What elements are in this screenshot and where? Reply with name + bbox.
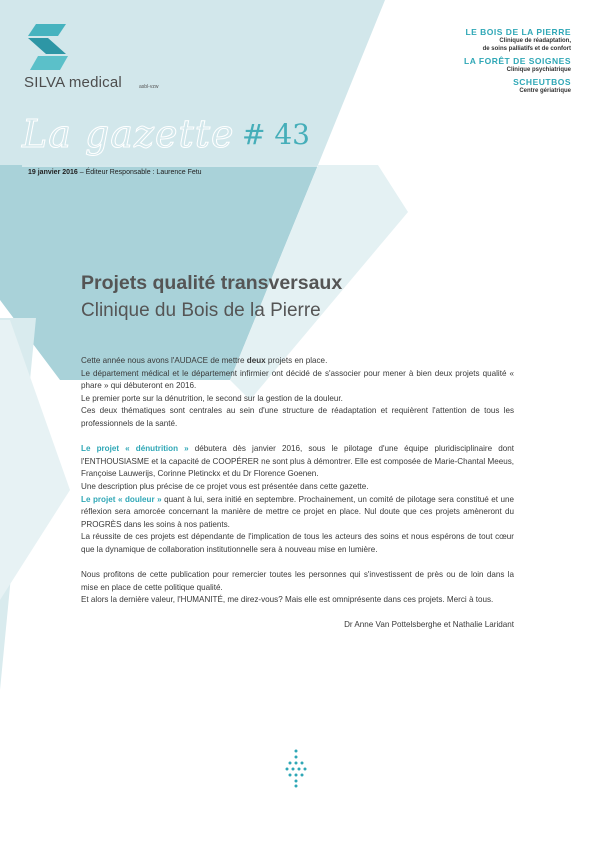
text: projets en place. [265, 356, 328, 365]
text: Cette année nous avons l'AUDACE de mettre [81, 356, 247, 365]
project-highlight: Le projet « dénutrition » [81, 444, 189, 454]
paragraph [81, 355, 514, 368]
dateline [28, 169, 202, 176]
paragraph [81, 443, 514, 481]
institution-name: LA FORÊT DE SOIGNES [464, 56, 571, 66]
editor-line: – Éditeur Responsable : Laurence Fetu [77, 169, 202, 176]
institution-desc: Clinique de réadaptation, [499, 38, 571, 44]
institution-name: SCHEUTBOS [513, 77, 571, 87]
article-body [81, 355, 514, 632]
institution-bois-de-la-pierre [371, 27, 571, 53]
paragraph: Et alors la dernière valeur, l'HUMANITÉ, me direz-vous? Mais elle est omniprésente dans ces projets. Merci à tous. [81, 595, 494, 605]
institution-foret-de-soignes [371, 56, 571, 74]
institution-desc: Centre gériatrique [519, 88, 571, 94]
text: quant à lui, sera initié en septembre. Prochainement, un comité de pilotage sera constitué et une réflexion sera amorcée concernant la manière de mettre ce projet en place. Nul doute que ces projets amèneront du PROGRÈS dans les soins à nos patients. [81, 494, 514, 529]
paragraph: La réussite de ces projets est dépendante de l'implication de tous les acteurs des soins et nous espérons de tout cœur que la dynamique de collaboration institutionnelle sera à nouveau mise en lumière. [81, 532, 514, 554]
institution-list [371, 27, 571, 98]
paragraph: Le premier porte sur la dénutrition, le second sur la gestion de la douleur. [81, 393, 343, 403]
paragraph: Le département médical et le département infirmier ont décidé de s'associer pour mener à bien deux projets qualité « phare » qui débuteront en 2016. [81, 368, 514, 391]
institution-name: LE BOIS DE LA PIERRE [465, 27, 571, 37]
paragraph: Nous profitons de cette publication pour remercier toutes les personnes qui s'investissent de près ou de loin dans la mise en place de cette politique qualité. [81, 570, 514, 592]
silva-logo-icon [26, 24, 70, 70]
project-highlight: Le projet « douleur » [81, 494, 162, 504]
brand-name: SILVA medical [24, 74, 122, 91]
brand-suffix: asbl-vzw [139, 84, 159, 90]
paragraph [81, 494, 514, 532]
gazette-title: La gazette [22, 112, 235, 156]
institution-desc: de soins palliatifs et de confort [482, 46, 571, 52]
issue-number: # 43 [242, 118, 310, 151]
paragraph: Ces deux thématiques sont centrales au sein d'une structure de réadaptation et requièrent l'attention de tous les professionnels de la santé. [81, 406, 514, 428]
article-subtitle: Clinique du Bois de la Pierre [81, 300, 321, 321]
signature: Dr Anne Van Pottelsberghe et Nathalie Laridant [344, 620, 514, 630]
institution-desc: Clinique psychiatrique [506, 67, 571, 73]
publication-date: 19 janvier 2016 [28, 169, 78, 176]
text: débutera dès janvier 2016, sous le pilotage d'une équipe pluridisciplinaire dont l'ENTHOUSIASME et la capacité de COOPÉRER ne sont plus à démontrer. Elle est composée de Marie-Chantal Meeus, Françoise Lauwerijs, Corinne Pletinckx et du Dr Florence Goenen. [81, 444, 514, 479]
institution-scheutbos [371, 77, 571, 95]
paragraph: Une description plus précise de ce projet vous est présentée dans cette gazette. [81, 481, 369, 491]
decorative-dots-icon [284, 748, 308, 788]
emphasis: deux [246, 356, 266, 365]
article-title: Projets qualité transversaux [81, 272, 343, 294]
